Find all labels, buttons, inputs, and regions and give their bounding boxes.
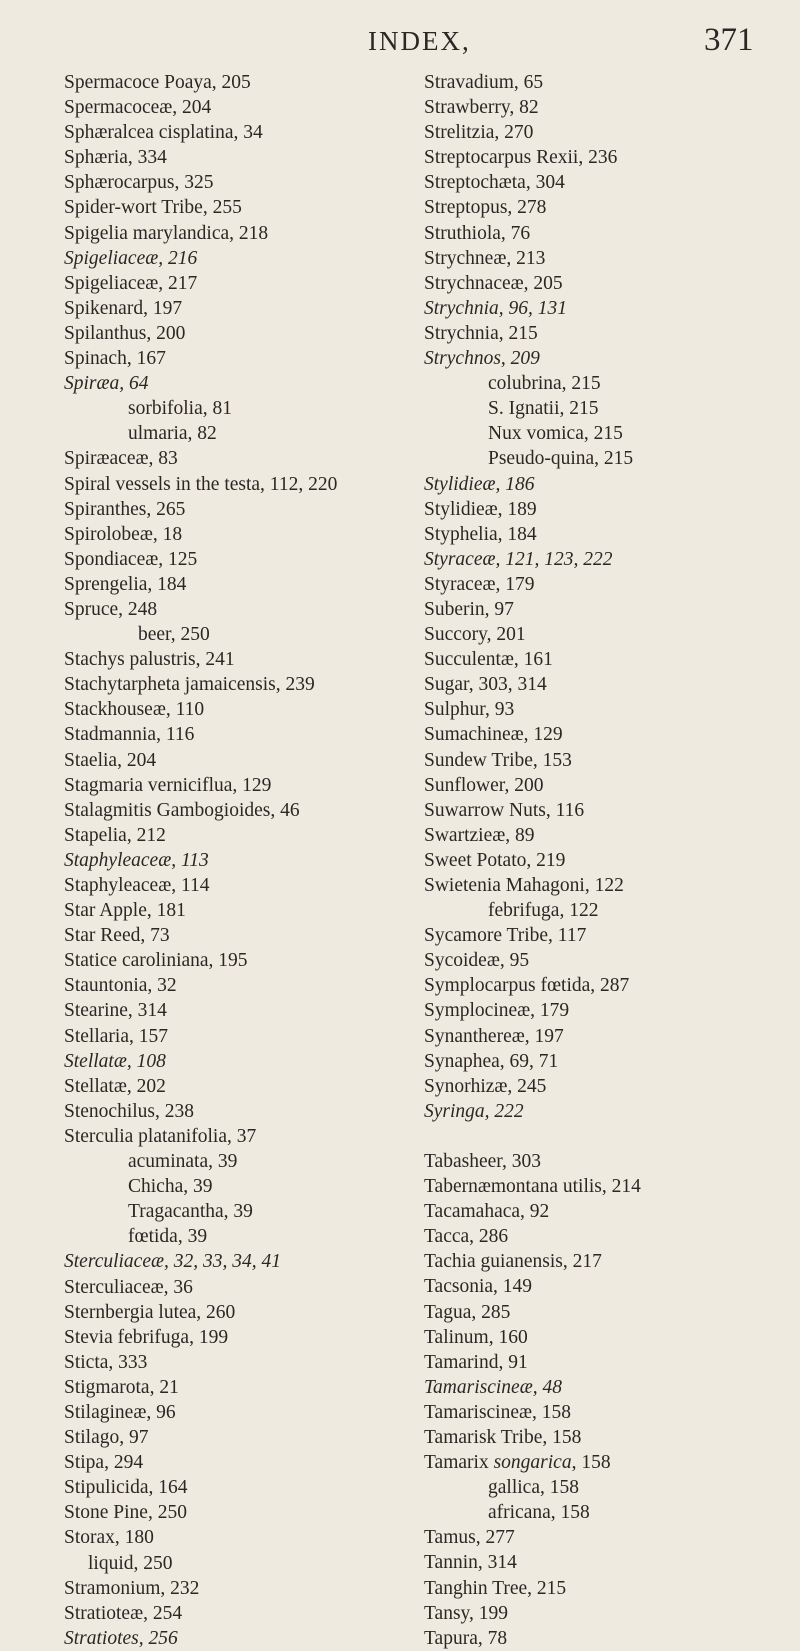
index-entry: Styraceæ, 121, 123, 222	[424, 548, 613, 570]
index-entry: Spinach, 167	[64, 348, 166, 370]
index-entry: Sterculia platanifolia, 37	[64, 1125, 257, 1147]
index-entry: Stramonium, 232	[64, 1577, 200, 1599]
index-entry: Styphelia, 184	[424, 523, 537, 545]
index-entry: Stylidieæ, 189	[424, 498, 537, 520]
index-entry: ulmaria, 82	[128, 423, 217, 445]
index-entry: Stauntonia, 32	[64, 975, 177, 997]
index-entry: Stipulicida, 164	[64, 1477, 188, 1499]
index-entry: Synanthereæ, 197	[424, 1025, 564, 1047]
index-entry: Stapelia, 212	[64, 824, 166, 846]
index-entry: Styraceæ, 179	[424, 573, 535, 595]
index-entry: Syringa, 222	[424, 1100, 524, 1122]
index-entry: Tabernæmontana utilis, 214	[424, 1176, 641, 1198]
index-entry: Strychnos, 209	[424, 348, 540, 370]
index-entry: Streptochæta, 304	[424, 172, 565, 194]
index-entry: Stone Pine, 250	[64, 1502, 187, 1524]
index-entry: Spiranthes, 265	[64, 498, 186, 520]
index-entry: Suwarrow Nuts, 116	[424, 799, 585, 821]
index-entry: Stachys palustris, 241	[64, 649, 235, 671]
index-entry: Pseudo-quina, 215	[488, 448, 634, 470]
index-entry: Swietenia Mahagoni, 122	[424, 875, 624, 896]
index-entry: Stalagmitis Gambogioides, 46	[64, 799, 300, 821]
index-entry: Sternbergia lutea, 260	[64, 1301, 236, 1323]
index-entry: Chicha, 39	[128, 1176, 213, 1198]
index-entry: Stackhouseæ, 110	[64, 699, 205, 721]
index-entry: Tansy, 199	[424, 1602, 509, 1624]
index-entry: gallica, 158	[488, 1477, 579, 1499]
index-entry: Spermacoceæ, 204	[64, 97, 212, 119]
index-entry: Staelia, 204	[64, 749, 157, 771]
index-entry: Tragacantha, 39	[128, 1201, 253, 1223]
index-entry: Spruce, 248	[64, 598, 158, 620]
index-entry: Stachytarpheta jamaicensis, 239	[64, 674, 315, 696]
index-entry: Tamarind, 91	[424, 1351, 528, 1373]
index-entry: Sphærocarpus, 325	[64, 172, 214, 194]
index-entry: acuminata, 39	[128, 1151, 238, 1173]
index-entry: Strelitzia, 270	[424, 122, 534, 144]
index-entry: Sticta, 333	[64, 1351, 148, 1373]
index-entry: Strychneæ, 213	[424, 247, 546, 269]
index-entry: Sumachineæ, 129	[424, 724, 563, 746]
index-entry: Storax, 180	[64, 1527, 154, 1549]
index-entry: Sunflower, 200	[424, 774, 544, 796]
index-entry: Synaphea, 69, 71	[424, 1050, 559, 1072]
index-entry: Strychnia, 215	[424, 322, 538, 344]
index-entry: Stellatæ, 108	[64, 1050, 166, 1072]
index-entry: febrifuga, 122	[488, 900, 599, 922]
index-entry: Sundew Tribe, 153	[424, 749, 572, 771]
index-entry: Tacsonia, 149	[424, 1276, 533, 1298]
index-entry: Synorhizæ, 245	[424, 1075, 547, 1097]
index-entry: Streptopus, 278	[424, 197, 547, 219]
index-entry: Tamarisk Tribe, 158	[424, 1426, 582, 1448]
index-entry: Stilagineæ, 96	[64, 1401, 176, 1423]
index-entry: Sulphur, 93	[424, 699, 515, 721]
index-entry: Sweet Potato, 219	[424, 849, 566, 871]
index-entry: Tamariscineæ, 158	[424, 1401, 572, 1423]
index-entry: Stadmannia, 116	[64, 724, 195, 746]
index-entry: Stellatæ, 202	[64, 1075, 166, 1097]
index-entry: Spikenard, 197	[64, 297, 183, 319]
index-entry: Spilanthus, 200	[64, 322, 186, 344]
index-entry: Spermacoce Poaya, 205	[64, 72, 251, 93]
index-entry: Tagua, 285	[424, 1301, 511, 1323]
index-entry: Stilago, 97	[64, 1427, 149, 1449]
index-entry: Succory, 201	[424, 624, 526, 646]
index-column-left	[64, 70, 394, 1651]
index-entry: Tachia guianensis, 217	[424, 1251, 602, 1273]
index-entry: Stratioteæ, 254	[64, 1602, 183, 1624]
page-number: 371	[704, 22, 754, 58]
index-entry: Stratiotes, 256	[64, 1627, 178, 1649]
index-entry: sorbifolia, 81	[128, 398, 232, 420]
index-entry: Tamus, 277	[424, 1527, 515, 1549]
index-entry: Tapura, 78	[424, 1627, 508, 1649]
index-entry: Spirolobeæ, 18	[64, 523, 183, 545]
index-entry: Statice caroliniana, 195	[64, 950, 248, 972]
index-entry: S. Ignatii, 215	[488, 398, 599, 420]
index-entry: Spiræaceæ, 83	[64, 448, 178, 470]
index-entry: Strychnaceæ, 205	[424, 272, 563, 294]
index-entry: Spondiaceæ, 125	[64, 548, 198, 570]
index-entry: Stigmarota, 21	[64, 1376, 179, 1398]
index-entry: Sugar, 303, 314	[424, 674, 547, 696]
index-entry: Stylidieæ, 186	[424, 473, 535, 495]
index-entry: Sterculiaceæ, 36	[64, 1276, 193, 1298]
index-entry: Tamarix songarica, 158	[424, 1452, 611, 1474]
index-entry: Talinum, 160	[424, 1326, 528, 1348]
index-entry: Stevia febrifuga, 199	[64, 1326, 229, 1348]
index-column-right	[424, 70, 784, 1651]
index-entry: Nux vomica, 215	[488, 423, 623, 445]
index-entry: liquid, 250	[88, 1552, 173, 1574]
index-entry: Sycamore Tribe, 117	[424, 925, 587, 947]
index-entry: africana, 158	[488, 1502, 590, 1524]
index-entry: Succulentæ, 161	[424, 649, 553, 671]
index-entry: Star Reed, 73	[64, 925, 170, 947]
page-header-title: INDEX,	[368, 26, 471, 56]
index-entry: Sphæria, 334	[64, 147, 167, 169]
index-entry: Sprengelia, 184	[64, 573, 187, 595]
index-entry: beer, 250	[138, 624, 210, 646]
index-entry: Spider-wort Tribe, 255	[64, 197, 242, 219]
index-entry: Tannin, 314	[424, 1552, 517, 1574]
index-entry: Suberin, 97	[424, 598, 514, 620]
index-entry: Star Apple, 181	[64, 900, 186, 922]
index-entry: Spigelia marylandica, 218	[64, 222, 269, 244]
index-entry: Tamariscineæ, 48	[424, 1376, 562, 1398]
index-entry: colubrina, 215	[488, 373, 601, 395]
index-entry: Tanghin Tree, 215	[424, 1577, 567, 1599]
index-entry: Spigeliaceæ, 217	[64, 272, 198, 294]
index-entry: Stipa, 294	[64, 1452, 144, 1474]
index-entry: Streptocarpus Rexii, 236	[424, 147, 618, 169]
index-entry: fœtida, 39	[128, 1226, 208, 1248]
index-entry: Spiræa, 64	[64, 373, 149, 395]
index-entry: Strawberry, 82	[424, 97, 539, 119]
index-entry: Sycoideæ, 95	[424, 950, 530, 972]
index-entry: Swartzieæ, 89	[424, 824, 535, 846]
index-entry: Sterculiaceæ, 32, 33, 34, 41	[64, 1251, 281, 1273]
index-entry: Staphyleaceæ, 113	[64, 849, 209, 871]
index-entry: Sphæralcea cisplatina, 34	[64, 122, 263, 144]
index-entry: Tabasheer, 303	[424, 1150, 541, 1172]
index-entry: Staphyleaceæ, 114	[64, 875, 210, 896]
index-entry: Tacca, 286	[424, 1226, 509, 1248]
index-entry: Tacamahaca, 92	[424, 1201, 550, 1223]
index-entry: Struthiola, 76	[424, 222, 531, 244]
index-entry: Spiral vessels in the testa, 112, 220	[64, 473, 338, 495]
index-entry: Spigeliaceæ, 216	[64, 247, 198, 269]
index-entry: Symplocineæ, 179	[424, 1000, 570, 1022]
index-entry: Symplocarpus fœtida, 287	[424, 975, 630, 997]
index-entry: Stagmaria verniciflua, 129	[64, 774, 272, 796]
index-entry: Strychnia, 96, 131	[424, 297, 567, 319]
index-entry: Stellaria, 157	[64, 1025, 168, 1047]
index-entry: Stravadium, 65	[424, 72, 544, 93]
index-entry: Stenochilus, 238	[64, 1100, 194, 1122]
index-entry: Stearine, 314	[64, 1000, 167, 1022]
